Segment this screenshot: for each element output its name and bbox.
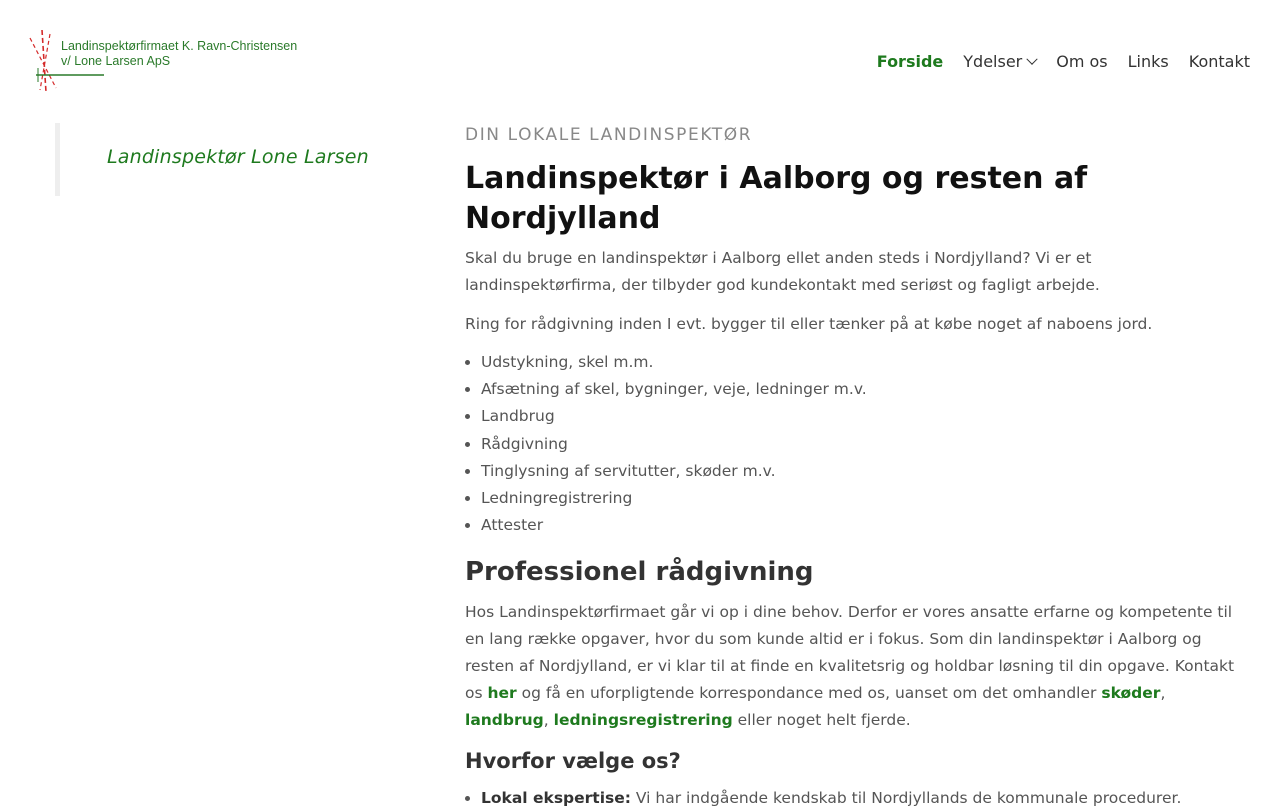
why-list [465,785,1181,812]
site-header [0,0,1280,123]
logo-line-1: Landinspektørfirmaet K. Ravn-Christensen [61,39,298,53]
landbrug-link[interactable]: landbrug [465,711,544,729]
why-heading: Hvorfor vælge os? [465,749,681,773]
logo-line-2: v/ Lone Larsen ApS [61,53,171,68]
list-item: • Ledningregistrering [481,485,867,512]
company-logo[interactable] [28,28,318,96]
list-item: • Afsætning af skel, bygninger, veje, ledninger m.v. [481,376,867,403]
section-text-2: og få en uforpligtende korrespondance med os, uanset om det omhandler [516,684,1102,702]
nav-ydelser[interactable] [963,50,1036,74]
sidebar-quote-block [55,123,390,196]
section-text-3: eller noget helt fjerde. [732,711,911,729]
section-text-1: Hos Landinspektørfirmaet går vi op i dine behov. Derfor er vores ansatte erfarne og kompetente til en lang række opgaver, hvor du som kunde altid er i fokus. Som din landinspektør i Aalborg og resten af Nordjylland, er vi klar til at finde en kvalitetsrig og holdbar løsning til din opgave. Kontakt os [465,603,1235,702]
sidebar-quote: Landinspektør Lone Larsen [107,146,369,168]
page-title: Landinspektør i Aalborg og resten af Nordjylland [465,161,1088,236]
why-item-strong: Lokal ekspertise: [481,789,631,807]
advice-paragraph: Ring for rådgivning inden I evt. bygger til eller tænker på at købe noget af naboens jord. [465,315,1153,333]
section-paragraph [465,599,1235,734]
skoder-link[interactable]: skøder [1101,684,1161,702]
main-navigation [857,50,1250,74]
services-list [465,349,867,539]
nav-ydelser-label: Ydelser [963,52,1023,71]
chevron-down-icon [1027,54,1038,65]
nav-kontakt[interactable]: Kontakt [1188,52,1250,71]
list-item: • Tinglysning af servitutter, skøder m.v. [481,458,867,485]
list-item: • Rådgivning [481,431,867,458]
nav-links[interactable]: Links [1127,52,1169,71]
nav-om-os[interactable]: Om os [1056,52,1108,71]
logo-text [61,39,297,68]
list-item: • Landbrug [481,403,867,430]
separator-2: , [543,711,554,729]
page-eyebrow: DIN LOKALE LANDINSPEKTØR [465,125,753,145]
nav-forside[interactable]: Forside [876,52,944,71]
ledningsregistrering-link[interactable]: ledningsregistrering [553,711,733,729]
contact-here-link[interactable]: her [487,684,517,702]
list-item: • Udstykning, skel m.m. [481,349,867,376]
list-item: • Attester [481,512,867,539]
list-item [481,785,1181,812]
intro-paragraph: Skal du bruge en landinspektør i Aalborg ellet anden steds i Nordjylland? Vi er et landinspektørfirma, der tilbyder god kundekontakt med seriøst og fagligt arbejde. [465,249,1100,294]
why-item-text: Vi har indgående kendskab til Nordjyllands de kommunale procedurer. [630,789,1182,807]
separator-1: , [1160,684,1166,702]
section-heading: Professionel rådgivning [465,557,814,587]
